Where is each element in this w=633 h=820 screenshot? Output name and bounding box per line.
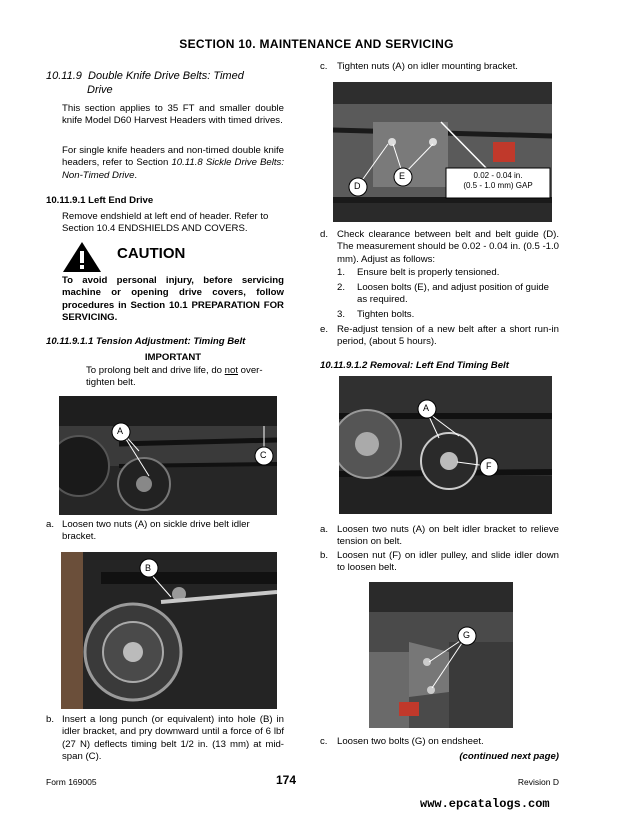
gap-line-1: 0.02 - 0.04 in. [473,171,523,180]
photo-endsheet-bolts [369,582,513,728]
sub-step-2-num: 2. [337,282,346,293]
step-a2-letter: a. [320,524,329,535]
continued-note: (continued next page) [459,751,559,762]
callout-f: F [486,461,492,471]
photo-idler-bracket [59,396,277,515]
step-b-letter: b. [46,714,55,725]
step-a-letter: a. [46,519,55,530]
important-not: not [224,365,239,376]
gap-measurement-label [446,171,550,191]
step-a-text: Loosen two nuts (A) on sickle drive belt idler bracket. [62,519,250,543]
heading-number: 10.11.9 [46,70,82,82]
sub-step-3-text: Tighten bolts. [357,309,415,320]
caution-label: CAUTION [117,245,186,262]
step-c2-letter: c. [320,736,328,747]
sub-step-1-text: Ensure belt is properly tensioned. [357,267,500,278]
footer-revision: Revision D [517,777,559,787]
intro-paragraph: This section applies to 35 FT and smaller double knife Model D60 Harvest Headers with timed drives. [62,103,284,127]
refer-text: For single knife headers and non-timed double knife headers, refer to Section [62,145,284,169]
callout-c: C [260,450,267,460]
refer-end: . [134,169,138,181]
sub-step-3-num: 3. [337,309,346,320]
step-b2-letter: b. [320,550,329,561]
tension-adjustment-heading: 10.11.9.1.1 Tension Adjustment: Timing Belt [46,336,246,347]
step-c2-text: Loosen two bolts (G) on endsheet. [337,736,484,747]
step-c-letter: c. [320,61,328,72]
sub-step-1-num: 1. [337,267,346,278]
callout-g: G [463,630,471,640]
photo-left-end-timing-belt [339,376,552,514]
important-text-b: over-tighten belt. [86,365,263,389]
step-b2-text: Loosen nut (F) on idler pulley, and slide idler down to loosen belt. [337,550,559,574]
refer-link[interactable]: 10.11.8 Sickle Drive Belts: Non-Timed Drive [62,157,285,181]
important-label: IMPORTANT [144,352,202,363]
step-e-letter: e. [320,324,329,335]
heading-text-1: Double Knife Drive Belts: Timed [88,70,244,82]
gap-line-2: (0.5 - 1.0 mm) GAP [463,181,533,190]
photo-idler-pulley-hole [61,552,277,709]
removal-heading: 10.11.9.1.2 Removal: Left End Timing Belt [320,360,509,371]
callout-e: E [399,171,406,181]
heading-text-2: Drive [87,84,113,96]
callout-b: B [145,563,152,573]
left-end-drive-heading: 10.11.9.1 Left End Drive [46,195,154,206]
photo-belt-guide-gap [333,82,552,222]
step-d-text: Check clearance between belt and belt guide (D). The measurement should be 0.02 - 0.04 in. (0.5 -1.0 mm). Adjust as follows: [337,229,559,265]
section-title: SECTION 10. MAINTENANCE AND SERVICING [179,37,454,51]
step-c-text: Tighten nuts (A) on idler mounting bracket. [337,61,518,72]
step-d-letter: d. [320,229,329,240]
heading-double-knife [46,69,244,83]
callout-d: D [354,181,361,191]
sub-step-2-text: Loosen bolts (E), and adjust position of guide as required. [357,282,550,306]
refer-paragraph [62,145,284,182]
footer-form-number: Form 169005 [46,777,97,787]
important-text [86,365,276,390]
page-number: 174 [276,773,297,787]
website-link[interactable]: www.epcatalogs.com [420,797,550,811]
callout-a: A [117,426,124,436]
callout-a-removal: A [423,403,430,413]
remove-endshield-paragraph: Remove endshield at left end of header. Refer to Section 10.4 ENDSHIELDS AND COVERS. [62,211,269,235]
step-b-text: Insert a long punch (or equivalent) into hole (B) in idler bracket, and pry downward until a force of 6 lbf (27 N) deflects timing belt 1/2 in. (13 mm) at mid-span (C). [62,714,284,763]
step-a2-text: Loosen two nuts (A) on belt idler bracket to relieve tension on belt. [337,524,559,548]
step-e-text: Re-adjust tension of a new belt after a short run-in period, (about 5 hours). [337,324,559,348]
caution-text: To avoid personal injury, before servicing machine or opening drive covers, follow procedures in Section 10.1 PREPARATION FOR SERVICING. [62,275,284,324]
warning-triangle-icon [62,241,102,273]
important-text-a: To prolong belt and drive life, do [86,365,225,376]
